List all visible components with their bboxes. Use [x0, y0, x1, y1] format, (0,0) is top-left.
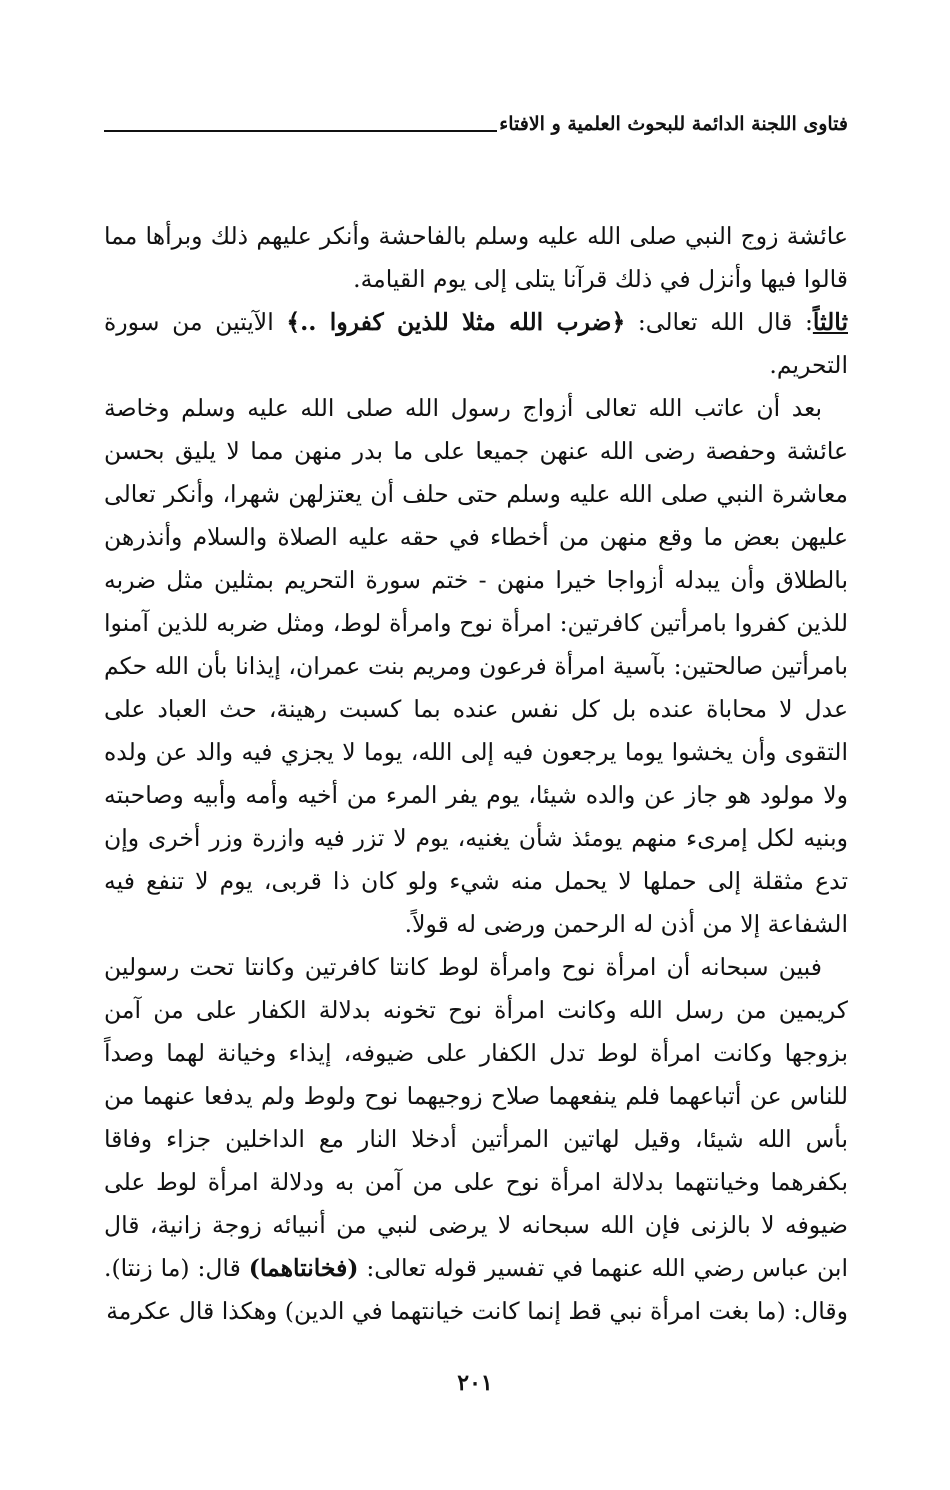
paragraph-1: عائشة زوج النبي صلى الله عليه وسلم بالفاحشة وأنكر عليهم ذلك وبرأها مما قالوا فيها وأنزل في ذلك قرآنا يتلى إلى يوم القيامة.	[104, 222, 848, 293]
quran-verse: ﴿ضرب الله مثلا للذين كفروا ..﴾	[286, 308, 626, 336]
paragraph-2-lead: : قال الله تعالى:	[625, 308, 813, 336]
paragraph-4-text: فبين سبحانه أن امرأة نوح وامرأة لوط كانتا كافرتين وكانتا تحت رسولين كريمين من رسل الله وكانت امرأة نوح تخونه بدلالة الكفار على من آمن بزوجها وكانت امرأة لوط تدل الكفار على ضيوفه، إيذاء وخيانة لهما وصداً للناس عن أتباعهما فلم ينفعهما صلاح زوجيهما نوح ولوط ولم يدفعا عنهما من بأس الله شيئا، وقيل لهاتين المرأتين أدخلا النار مع الداخلين جزاء وفاقا بكفرهما وخيانتهما بدلالة امرأة نوح على من آمن به ودلالة امرأة لوط على ضيوفه لا بالزنى فإن الله سبحانه لا يرضى لنبي من أنبيائه زوجة زانية، قال ابن عباس رضي الله عنهما في تفسير قوله تعالى:	[104, 953, 849, 1282]
paragraph-2-tail: الآيتين من سورة التحريم.	[104, 308, 848, 379]
paragraph-3: بعد أن عاتب الله تعالى أزواج رسول الله صلى الله عليه وسلم وخاصة عائشة وحفصة رضى الله عنهن جميعا على ما بدر منهن مما لا يليق بحسن معاشرة النبي صلى الله عليه وسلم حتى حلف أن يعتزلهن شهرا، وأنكر تعالى عليهن بعض ما وقع منهن من أخطاء في حقه عليه الصلاة والسلام وأنذرهن بالطلاق وأن يبدله أزواجا خيرا منهن - ختم سورة التحريم بمثلين مثل ضربه للذين كفروا بامرأتين كافرتين: امرأة نوح وامرأة لوط، ومثل ضربه للذين آمنوا بامرأتين صالحتين: بآسية امرأة فرعون ومريم بنت عمران، إيذانا بأن الله حكم عدل لا محاباة عنده بل كل نفس عنده بما كسبت رهينة، حث العباد على التقوى وأن يخشوا يوما يرجعون فيه إلى الله، يوما لا يجزي فيه والد عن ولده ولا مولود هو جاز عن والده شيئا، يوم يفر المرء من أخيه وأمه وأبيه وصاحبته وبنيه لكل إمرىء منهم يومئذ شأن يغنيه، يوم لا تزر فيه وازرة وزر أخرى وإن تدع مثقلة إلى حملها لا يحمل منه شيء ولو كان ذا قربى، يوم لا تنفع فيه الشفاعة إلا من أذن له الرحمن ورضى له قولاً.	[104, 394, 848, 938]
running-header	[104, 100, 848, 140]
paragraph-4	[104, 946, 848, 1333]
header-rule	[104, 130, 497, 132]
header-title: فتاوى اللجنة الدائمة للبحوث العلمية و الافتاء	[499, 113, 848, 135]
quote-fakhanatahuma: (فخانتاهما)	[248, 1254, 359, 1282]
body-text	[104, 215, 848, 1333]
section-label-thalithan: ثالثاً	[812, 308, 848, 336]
paragraph-2	[104, 301, 848, 387]
page-number: ٢٠١	[457, 1370, 493, 1396]
paragraph-4-tail: قال: (ما زنتا). وقال: (ما بغت امرأة نبي قط إنما كانت خيانتهما في الدين) وهكذا قال عكرمة	[104, 1254, 848, 1325]
